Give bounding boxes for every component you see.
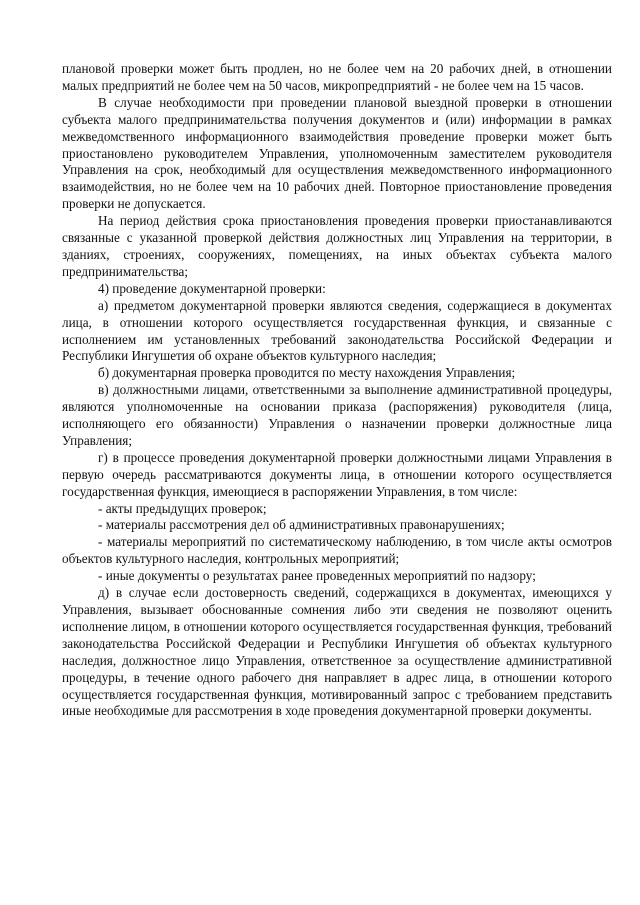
paragraph-item-a: а) предметом документарной проверки являются сведения, содержащиеся в документах лица, в отношении которого осуществляется государственная функция, и связанные с исполнением им установленных требований законодательства Российской Федерации и Республики Ингушетия об охране объектов культурного наследия;: [62, 297, 612, 364]
list-item-previous-acts: - акты предыдущих проверок;: [98, 500, 267, 516]
paragraph-item-d: д) в случае если достоверность сведений, содержащихся в документах, имеющихся у Управления, вызывает обоснованные сомнения либо эти сведения не позволяют оценить исполнение лицом, в отношении которого осуществляется государственная функция, требований законодательства Российской Федерации и Республики Ингушетия об объектах культурного наследия, должностное лицо Управления, ответственное за осуществление административной процедуры, в течение одного рабочего дня направляет в адрес лица, в отношении которого осуществляется государственная функция, мотивированный запрос с требованием представить иные необходимые для рассмотрения в ходе проведения документарной проверки документы.: [62, 585, 612, 719]
paragraph-item-v: в) должностными лицами, ответственными за выполнение административной процедуры, являются уполномоченные на основании приказа (распоряжения) руководителя (лица, исполняющего его обязанности) Управления о назначении проверки должностные лица Управления;: [62, 382, 612, 448]
paragraph-item-b: б) документарная проверка проводится по месту нахождения Управления;: [98, 365, 516, 381]
paragraph-suspension-period: На период действия срока приостановления проведения проверки приостанавливаются связанные с указанной проверкой действия должностных лиц Управления на территории, в зданиях, строениях, сооружениях, помещениях, на иных объектах субъекта малого предпринимательства;: [62, 213, 612, 279]
paragraph-item-4: 4) проведение документарной проверки:: [98, 280, 326, 296]
list-item-case-materials: - материалы рассмотрения дел об административных правонарушениях;: [98, 517, 505, 533]
paragraph-item-g: г) в процессе проведения документарной проверки должностными лицами Управления в первую очередь рассматриваются документы лица, в отношении которого осуществляется государственная функция, имеющиеся в распоряжении Управления, в том числе:: [62, 449, 612, 499]
list-item-observation-materials: - материалы мероприятий по систематическому наблюдению, в том числе акты осмотров объектов культурного наследия, контрольных мероприятий;: [62, 534, 612, 567]
list-item-other-documents: - иные документы о результатах ранее проведенных мероприятий по надзору;: [98, 568, 536, 584]
paragraph-continuation: плановой проверки может быть продлен, но не более чем на 20 рабочих дней, в отношении малых предприятий не более чем на 50 часов, микропредприятий - не более чем на 15 часов.: [62, 61, 612, 93]
paragraph-suspension: В случае необходимости при проведении плановой выездной проверки в отношении субъекта малого предпринимательства получения документов и (или) информации в рамках межведомственного информационного взаимодействия проведение проверки может быть приостановлено руководителем Управления, уполномоченным заместителем руководителя Управления на срок, необходимый для осуществления межведомственного информационного взаимодействия, но не более чем на 10 рабочих дней. Повторное приостановление проведения проверки не допускается.: [62, 94, 612, 212]
